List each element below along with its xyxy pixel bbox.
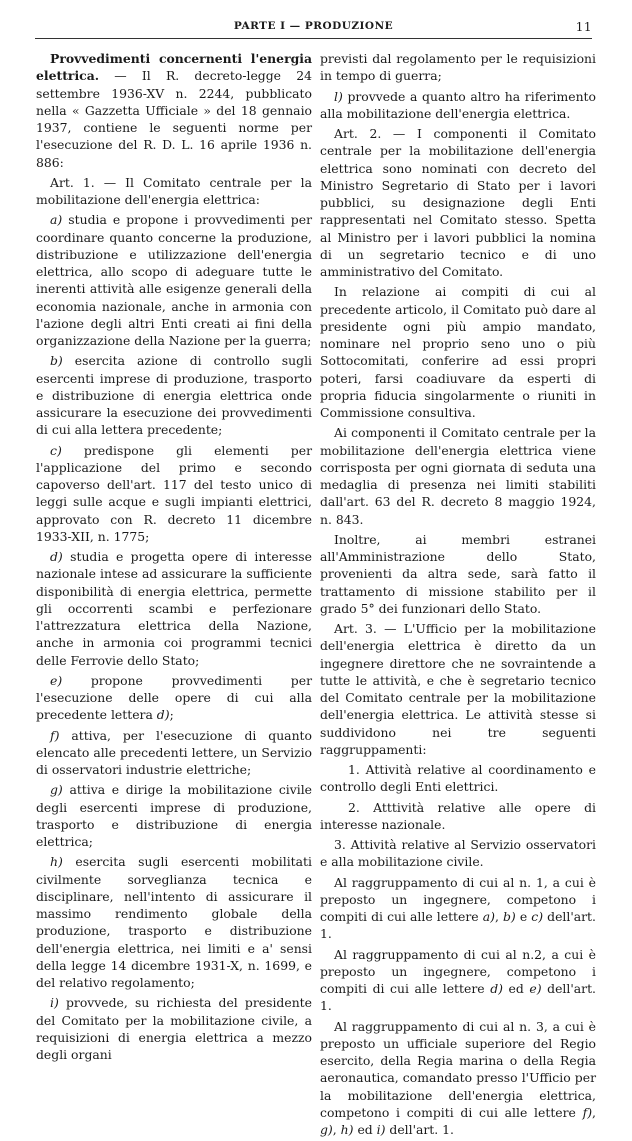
item-i-text: provvede, su richiesta del presidente del Comitato per la mobilitazione civile, a requisizioni di energia elettrica a mezzo degli organi	[36, 995, 312, 1062]
article-2-paragraph-2: In relazione ai compiti di cui al precedente articolo, il Comitato può dare al presidente ogni più ampio mandato, nominare nel proprio seno uno o più Sottocomitati, conferire ad essi propri poteri, farsi coadiuvare da esperti di propria fiducia singolarmente o riuniti in Commissione consultiva.	[320, 284, 596, 420]
running-header	[35, 18, 592, 39]
item-g	[36, 781, 312, 850]
intro-body: — Il R. decreto-legge 24 settembre 1936-XV n. 2244, pubblicato nella « Gazzetta Ufficiale » del 18 gennaio 1937, contiene le seguenti norme per l'esecuzione del R. D. L. 16 aprile 1936 n. 886:	[36, 68, 312, 170]
item-l	[320, 88, 596, 123]
item-g-label: g)	[50, 782, 63, 798]
page-number: 11	[575, 20, 592, 34]
assignment-3-end: dell'art. 1.	[385, 1122, 454, 1137]
ref-g: g)	[320, 1122, 333, 1137]
item-c-text: predispone gli elementi per l'applicazione del primo e secondo capoverso dell'art. 117 del testo unico di leggi sulle acque e sugli impianti elettrici, approvato con R. decreto 11 dicembre 1933-XII, n. 1775;	[36, 442, 312, 544]
article-2-paragraph-3: Ai componenti il Comitato centrale per la mobilitazione dell'energia elettrica viene corrisposta per ogni giornata di seduta una medaglia di presenza nei limiti stabiliti dall'art. 63 del R. decreto 8 maggio 1924, n. 843.	[320, 425, 596, 527]
ref-e: e)	[529, 981, 542, 996]
item-b-text: esercita azione di controllo sugli esercenti imprese di produzione, trasporto e distribuzione di energia elettrica onde assicurare la esecuzione dei provvedimenti di cui alla lettera precedente;	[36, 353, 312, 438]
item-l-label: l)	[334, 88, 343, 104]
group-2: 2. Atttività relative alle opere di interesse nazionale.	[320, 799, 596, 832]
ref-c: c)	[531, 909, 544, 924]
group-1: 1. Attività relative al coordinamento e controllo degli Enti elettrici.	[320, 762, 596, 795]
article-2-paragraph-4: Inoltre, ai membri estranei all'Amministrazione dello Stato, provenienti da altra sede, sarà fatto il trattamento di missione stabilito per il grado 5° dei funzionari dello Stato.	[320, 531, 596, 616]
item-d-text: studia e progetta opere di interesse nazionale intese ad assicurare la sufficiente disponibilità di energia elettrica, permette gli occorrenti scambi e perfezionare l'attrezzatura elettrica della Nazione, anche in armonia coi programmi tecnici delle Ferrovie dello Stato;	[36, 549, 312, 668]
item-f-label: f)	[50, 727, 60, 743]
item-l-text: provvede a quanto altro ha riferimento alla mobilitazione dell'energia elettrica.	[320, 88, 596, 121]
item-i	[36, 994, 312, 1063]
sep: ,	[592, 1104, 596, 1120]
article-2: Art. 2. — I componenti il Comitato centrale per la mobilitazione dell'energia elettrica sono nominati con decreto del Ministro Segretario di Stato per i lavori pubblici, su designazione degli Enti rappresentati nel Comitato stesso. Spetta al Ministro per i lavori pubblici la nomina di un segretario tecnico e di uno amministrativo del Comitato.	[320, 126, 596, 279]
assignment-3	[320, 1018, 596, 1139]
sep: ,	[332, 1122, 341, 1137]
item-a-text: studia e propone i provvedimenti per coordinare quanto concerne la produzione, distribuzione e utilizzazione dell'energia elettrica, allo scopo di adeguare tutte le inerenti attività alle esigenze generali della economia nazionale, anche in armonia con l'azione degli altri Enti creati ai fini della organizzazione della Nazione per la guerra;	[36, 212, 312, 348]
ref-b: b)	[502, 909, 516, 924]
header-title: PARTE I — PRODUZIONE	[233, 20, 394, 32]
assignment-1	[320, 874, 596, 943]
item-a	[36, 211, 312, 349]
left-column	[36, 50, 312, 1066]
item-g-text: attiva e dirige la mobilitazione civile degli esercenti imprese di produzione, trasporto e distribuzione di energia elettrica;	[36, 782, 312, 849]
group-3: 3. Attività relative al Servizio osservatori e alla mobilitazione civile.	[320, 837, 596, 870]
sep: e	[515, 909, 532, 924]
item-c-label: c)	[50, 442, 62, 458]
ref-i: i)	[376, 1122, 386, 1137]
item-a-label: a)	[50, 212, 63, 228]
item-e-text: propone provvedimenti per l'esecuzione delle opere di cui alla precedente lettera	[36, 672, 312, 723]
ref-h: h)	[340, 1122, 354, 1137]
sep: ed	[502, 981, 530, 996]
assignment-1-end: dell'art. 1.	[320, 909, 596, 942]
intro-title: Provvedimenti concernenti l'energia elettrica.	[36, 51, 312, 84]
intro-paragraph	[36, 50, 312, 171]
item-c	[36, 442, 312, 546]
item-h-label: h)	[50, 854, 63, 870]
sep: ed	[353, 1122, 377, 1137]
assignment-2	[320, 946, 596, 1015]
item-b-label: b)	[50, 353, 63, 369]
item-f-text: attiva, per l'esecuzione di quanto elencato alle precedenti lettere, un Servizio di osservatori industrie elettriche;	[36, 727, 312, 777]
item-i-label: i)	[50, 995, 59, 1011]
sep: ,	[494, 909, 503, 924]
item-h-text: esercita sugli esercenti mobilitati civilmente sorveglianza tecnica e disciplinare, nell'intento di assicurare il massimo rendimento globale della produzione, trasporto e distribuzione dell'energia elettrica, nei limiti e a' sensi della legge 14 dicembre 1931-X, n. 1699, e del relativo regolamento;	[36, 854, 312, 990]
article-1-intro: Art. 1. — Il Comitato centrale per la mobilitazione dell'energia elettrica:	[36, 174, 312, 207]
item-h	[36, 853, 312, 991]
continuation-paragraph: previsti dal regolamento per le requisizioni in tempo di guerra;	[320, 51, 596, 84]
item-d	[36, 548, 312, 669]
ref-d: d)	[490, 981, 503, 996]
item-d-label: d)	[50, 549, 63, 564]
assignment-2-end: dell'art. 1.	[320, 981, 596, 1014]
assignment-1-text: Al raggruppamento di cui al n. 1, a cui è preposto un ingegnere, competono i compiti di cui alle lettere	[320, 874, 596, 924]
item-e-reference: d)	[156, 707, 170, 723]
assignment-2-text: Al raggruppamento di cui al n.2, a cui è preposto un ingegnere, competono i compiti di cui alle lettere	[320, 946, 596, 996]
ref-a: a)	[482, 909, 495, 924]
item-e-label: e)	[50, 672, 63, 688]
item-e	[36, 672, 312, 724]
article-3: Art. 3. — L'Ufficio per la mobilitazione dell'energia elettrica è diretto da un ingegnere direttore che ne sovraintende a tutte le attività, e che è segretario tecnico del Comitato centrale per la mobilitazione dell'energia elettrica. Le attività stesse si suddividono nei tre seguenti raggruppamenti:	[320, 621, 596, 757]
right-column	[320, 50, 596, 1141]
item-f	[36, 727, 312, 779]
ref-f: f)	[582, 1104, 593, 1120]
assignment-3-text: Al raggruppamento di cui al n. 3, a cui è preposto un ufficiale superiore del Regio esercito, della Regia marina o della Regia aeronautica, comandato presso l'Ufficio per la mobilitazione dell'energia elettrica, competono i compiti di cui alle lettere	[320, 1018, 596, 1120]
item-b	[36, 352, 312, 438]
item-e-end: ;	[169, 707, 174, 723]
